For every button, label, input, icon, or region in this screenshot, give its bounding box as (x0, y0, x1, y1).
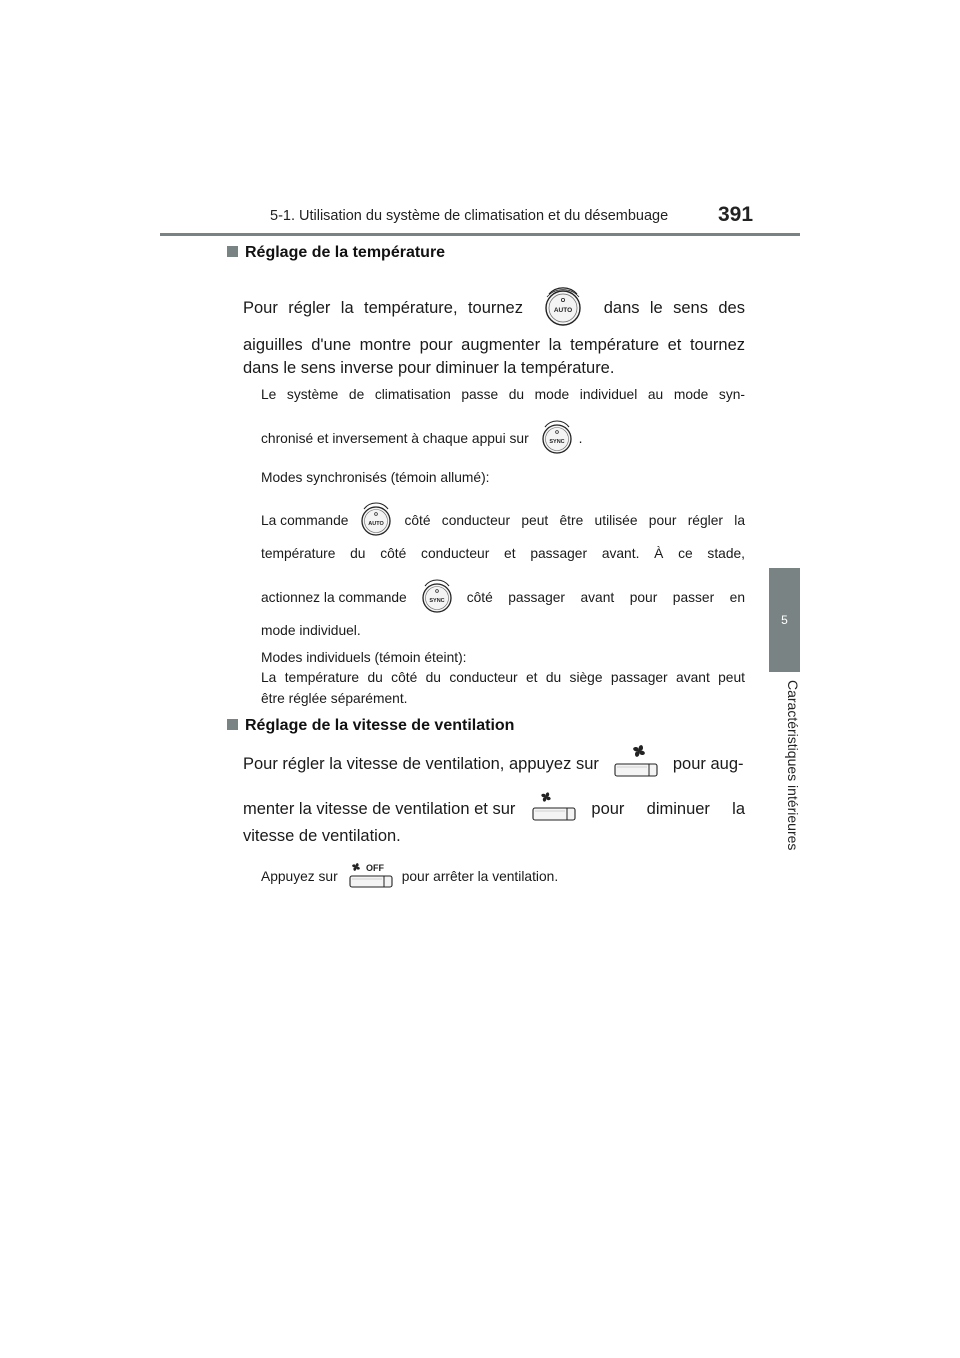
header-divider (160, 233, 800, 236)
chapter-number: 5 (781, 613, 788, 627)
page-number: 391 (718, 203, 754, 226)
temperature-heading: Réglage de la température (227, 244, 445, 262)
note-individual-line-1: La température du côté du conducteur et du siège passager avant peut (261, 670, 745, 685)
fan-up-button-icon (613, 742, 659, 787)
fan-line-3: vitesse de ventilation. (243, 827, 401, 845)
chapter-label-wrap (785, 680, 805, 870)
sync-knob-small-icon (419, 578, 455, 617)
sync-knob-icon (539, 419, 575, 458)
note-driver-line-4: mode individuel. (261, 623, 361, 638)
fan-line-1: Pour régler la vitesse de ventilation, appuyez sur pour aug- (243, 744, 745, 784)
auto-knob-small-icon (358, 501, 394, 540)
svg-text:AUTO: AUTO (554, 306, 573, 314)
header-section-title: 5-1. Utilisation du système de climatisation et du désembuage (270, 208, 669, 224)
fan-down-button-icon (531, 788, 577, 831)
note-sync-line-2: chronisé et inversement à chaque appui sur SYNC . (261, 420, 583, 456)
note-sync-line-1: Le système de climatisation passe du mode individuel au mode syn- (261, 387, 745, 402)
svg-text:SYNC: SYNC (549, 438, 565, 445)
chapter-tab (769, 568, 800, 672)
auto-knob-icon (541, 284, 585, 333)
square-bullet-icon (227, 246, 238, 257)
temperature-line-3: dans le sens inverse pour diminuer la température. (243, 359, 615, 377)
fan-off-button-icon (348, 860, 394, 893)
temperature-line-2: aiguilles d'une montre pour augmenter la température et tournez (243, 336, 745, 354)
fan-off-note: Appuyez sur OFF pour arrêter la ventilation. (261, 860, 558, 892)
chapter-label: Caractéristiques intérieures (785, 680, 801, 851)
note-driver-line-3: actionnez la commande SYNC côté passager avant pour passer en (261, 578, 745, 616)
square-bullet-icon (227, 719, 238, 730)
svg-text:OFF: OFF (365, 862, 384, 873)
note-sync-mode-title: Modes synchronisés (témoin allumé): (261, 470, 490, 485)
note-individual-mode-title: Modes individuels (témoin éteint): (261, 650, 467, 665)
note-individual-line-2: être réglée séparément. (261, 691, 408, 706)
svg-text:SYNC: SYNC (429, 597, 445, 604)
fan-speed-heading: Réglage de la vitesse de ventilation (227, 717, 514, 735)
fan-line-2: menter la vitesse de ventilation et sur pour diminuer la (243, 790, 745, 828)
note-driver-line-2: température du côté conducteur et passager avant. À ce stade, (261, 546, 745, 561)
temperature-line-1: Pour régler la température, tournez AUTO dans le sens des (243, 286, 745, 330)
svg-text:AUTO: AUTO (368, 520, 385, 527)
note-driver-line-1: La commande AUTO côté conducteur peut être utilisée pour régler la (261, 502, 745, 538)
